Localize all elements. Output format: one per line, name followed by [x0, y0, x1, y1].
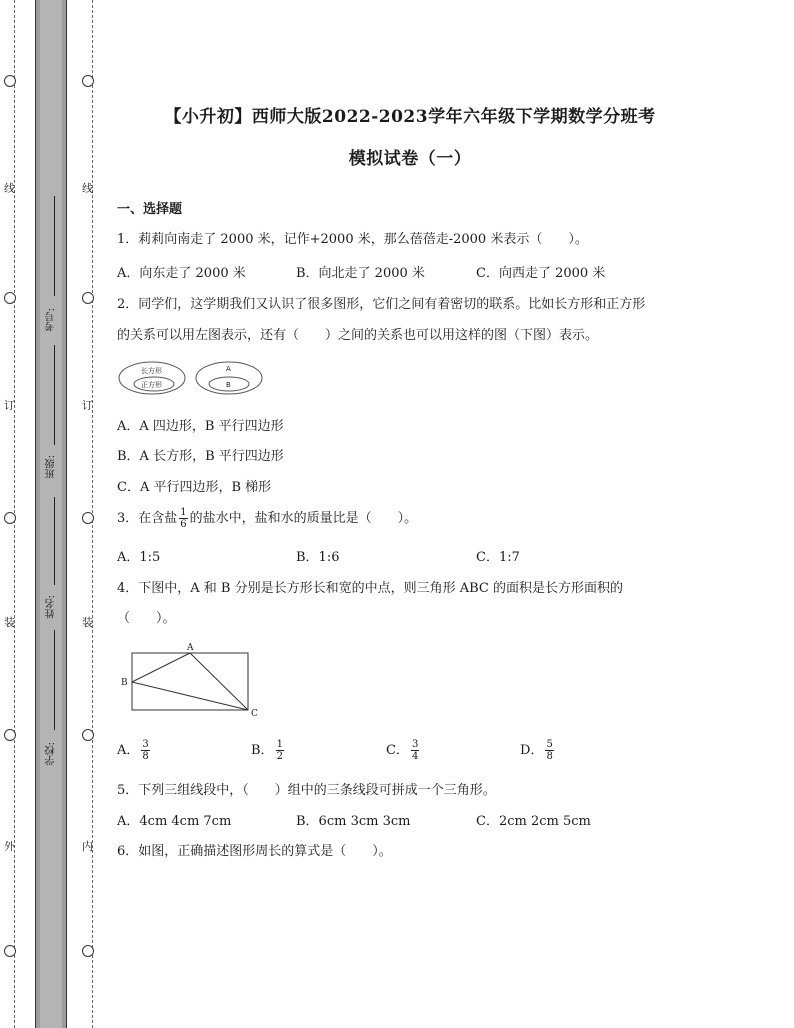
point-b-label: B — [121, 678, 128, 688]
binding-hole — [4, 292, 16, 304]
gray-binding-strip — [35, 0, 67, 1028]
q4-option-b[interactable] — [251, 738, 286, 764]
q4-option-b-fraction — [276, 739, 284, 762]
school-label: 学校: — [46, 742, 57, 766]
q2-option-b[interactable]: B．A 长方形，B 平行四边形 — [117, 449, 284, 464]
question-4-line2: （ ）。 — [117, 611, 176, 626]
venn-left-outer-label: 长方形 — [141, 367, 162, 375]
q3-fraction — [179, 507, 187, 530]
binding-hole — [82, 75, 94, 87]
margin-char-line: 线 — [4, 182, 15, 195]
point-c-label: C — [251, 709, 258, 719]
numerator: 3 — [411, 739, 419, 750]
binding-hole — [82, 512, 94, 524]
binding-hole — [82, 729, 94, 741]
q1-option-c[interactable]: C．向西走了 2000 米 — [476, 266, 606, 281]
numerator: 3 — [142, 739, 149, 750]
school-blank[interactable] — [54, 630, 55, 730]
class-label: 班级: — [46, 455, 57, 479]
question-3 — [117, 506, 417, 532]
exam-number-label: 考号: — [46, 308, 57, 332]
q5-option-c[interactable]: C．2cm 2cm 5cm — [476, 814, 591, 829]
q3-fraction-denominator: 6 — [180, 519, 187, 530]
question-2-line1: 2．同学们，这学期我们又认识了很多图形，它们之间有着密切的联系。比如长方形和正方形 — [117, 297, 646, 312]
numerator: 5 — [546, 739, 553, 750]
q3-prefix: 3．在含盐 — [117, 511, 178, 526]
question-5: 5．下列三组线段中，（ ）组中的三条线段可拼成一个三角形。 — [117, 783, 496, 798]
q5-option-a[interactable]: A．4cm 4cm 7cm — [117, 814, 232, 829]
q2-option-c[interactable]: C．A 平行四边形，B 梯形 — [117, 480, 272, 495]
exam-number-blank[interactable] — [54, 196, 55, 296]
name-label: 姓名: — [46, 595, 57, 619]
q4-option-d[interactable] — [520, 738, 556, 764]
venn-left — [119, 362, 185, 394]
q4-option-c[interactable] — [386, 738, 421, 764]
margin-char-inner: 内 — [82, 840, 93, 853]
q4-option-a-label: A． — [117, 743, 140, 758]
q1-option-b[interactable]: B．向北走了 2000 米 — [296, 266, 425, 281]
segment-ab — [132, 653, 190, 682]
margin-char-line: 线 — [82, 182, 93, 195]
section-title: 一、选择题 — [117, 202, 183, 217]
q5-option-b[interactable]: B．6cm 3cm 3cm — [296, 814, 411, 829]
denominator: 8 — [546, 751, 553, 762]
q4-option-c-label: C． — [386, 743, 409, 758]
exam-title-line1: 【小升初】西师大版2022-2023学年六年级下学期数学分班考 — [164, 107, 656, 127]
binding-hole — [4, 512, 16, 524]
binding-hole — [4, 945, 16, 957]
venn-left-inner-label: 正方形 — [141, 381, 162, 389]
margin-char-order: 订 — [82, 399, 93, 412]
venn-right — [196, 362, 262, 394]
numerator: 1 — [276, 739, 283, 750]
denominator: 8 — [142, 751, 149, 762]
margin-char-order: 订 — [4, 399, 15, 412]
q3-option-c[interactable]: C．1:7 — [476, 550, 520, 565]
binding-hole — [4, 75, 16, 87]
q2-option-a[interactable]: A．A 四边形，B 平行四边形 — [117, 419, 284, 434]
question-1: 1．莉莉向南走了 2000 米，记作+2000 米，那么蓓蓓走-2000 米表示（ ）。 — [117, 232, 588, 247]
rectangle — [132, 653, 248, 710]
margin-char-bind: 装 — [82, 616, 93, 629]
rectangle-triangle-figure — [118, 640, 264, 720]
q3-option-b[interactable]: B．1:6 — [296, 550, 340, 565]
denominator: 4 — [411, 751, 419, 762]
question-2-line2: 的关系可以用左图表示，还有（ ）之间的关系也可以用这样的图（下图）表示。 — [117, 328, 599, 343]
segment-ac — [190, 653, 248, 710]
venn-diagrams — [118, 360, 268, 396]
q4-option-c-fraction — [411, 739, 419, 762]
q3-option-a[interactable]: A．1:5 — [117, 550, 161, 565]
q4-option-a-fraction — [141, 739, 149, 762]
question-4-line1: 4．下图中，A 和 B 分别是长方形长和宽的中点，则三角形 ABC 的面积是长方形面积的 — [117, 581, 624, 596]
question-6: 6．如图，正确描述图形周长的算式是（ ）。 — [117, 844, 392, 859]
q3-suffix: 的盐水中，盐和水的质量比是（ ）。 — [189, 511, 418, 526]
exam-title-line2: 模拟试卷（一） — [348, 149, 472, 169]
q1-option-a[interactable]: A．向东走了 2000 米 — [117, 266, 246, 281]
q4-option-d-label: D． — [520, 743, 544, 758]
name-blank[interactable] — [54, 497, 55, 585]
class-blank[interactable] — [54, 345, 55, 445]
point-a-label: A — [187, 643, 194, 653]
denominator: 2 — [276, 751, 283, 762]
venn-right-inner-label: B — [226, 381, 231, 389]
margin-char-bind: 装 — [4, 616, 15, 629]
venn-right-outer-label: A — [226, 365, 231, 373]
q4-option-d-fraction — [545, 739, 553, 762]
segment-bc — [132, 682, 248, 710]
binding-hole — [82, 292, 94, 304]
q4-option-a[interactable] — [117, 738, 152, 764]
q4-option-b-label: B． — [251, 743, 274, 758]
q3-fraction-numerator: 1 — [180, 507, 187, 518]
binding-hole — [4, 729, 16, 741]
binding-hole — [82, 945, 94, 957]
margin-char-outer: 外 — [4, 840, 15, 853]
